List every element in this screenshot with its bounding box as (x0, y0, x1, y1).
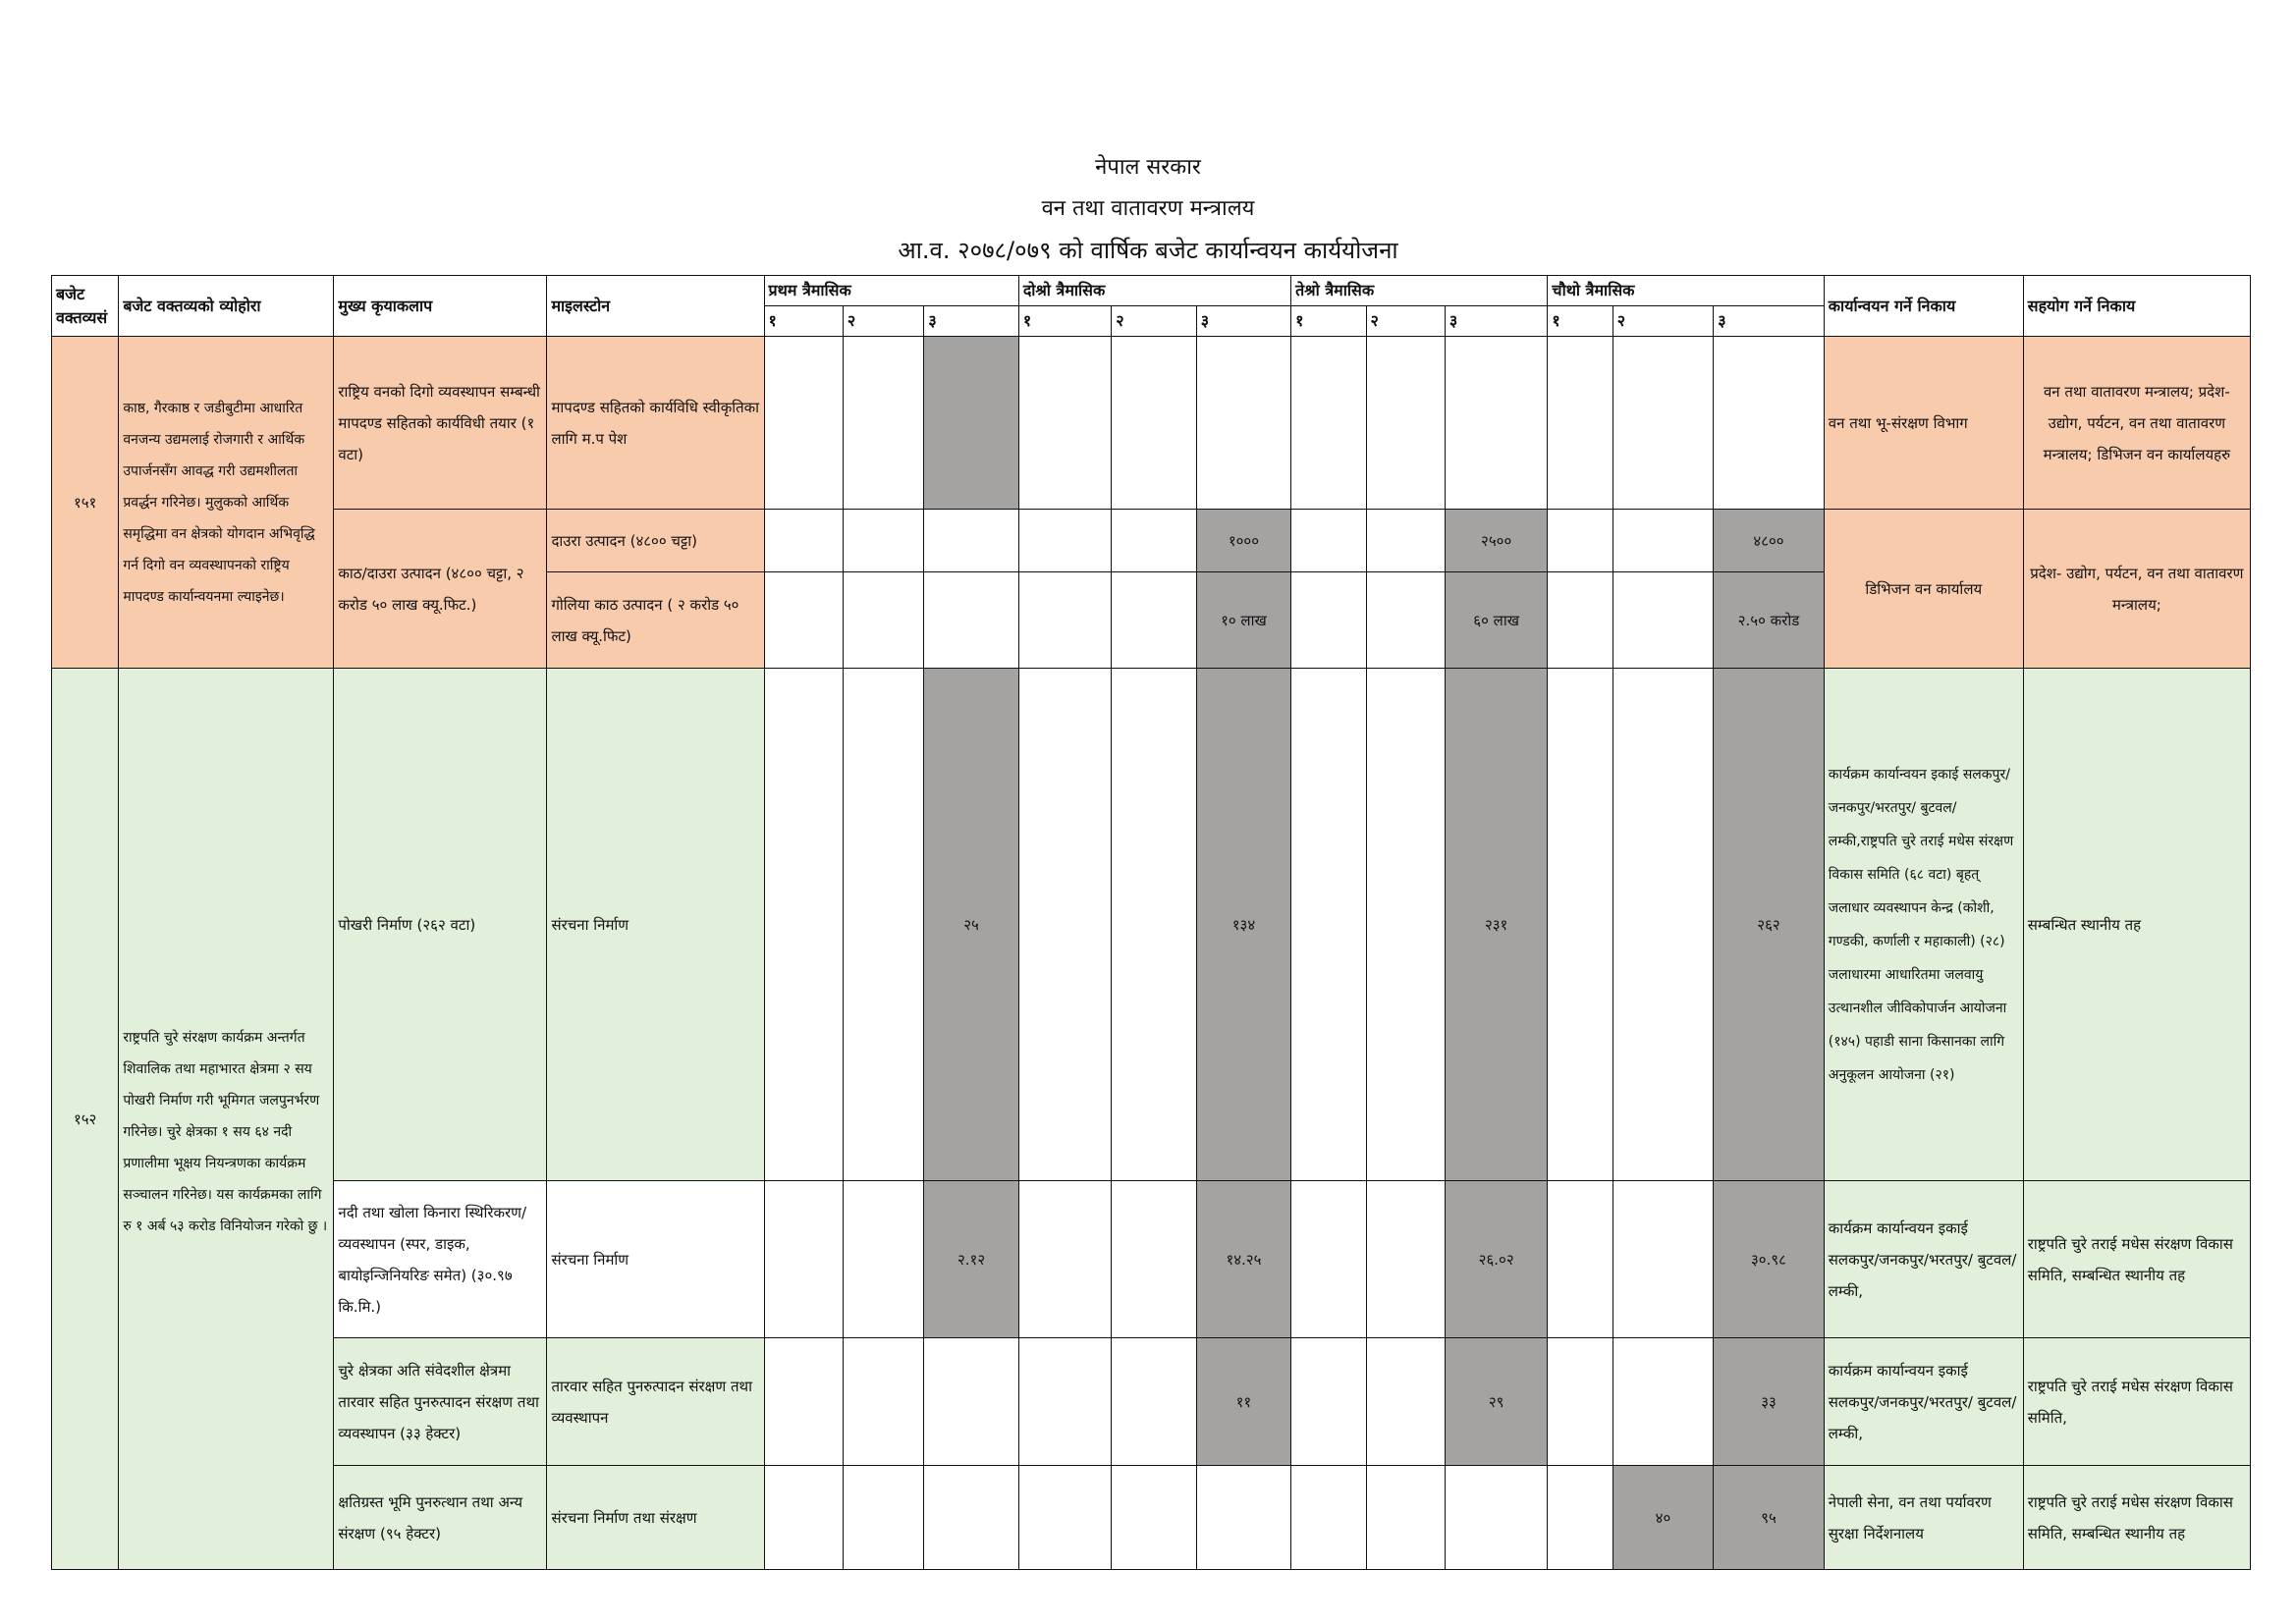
month-cell (843, 510, 923, 572)
month-cell (1714, 337, 1825, 510)
month-cell (1018, 1338, 1111, 1466)
activity-cell: पोखरी निर्माण (२६२ वटा) (334, 669, 547, 1181)
month-cell (1112, 572, 1196, 669)
statement-cell (119, 669, 334, 1570)
activity-cell: क्षतिग्रस्त भूमि पुनरुत्थान तथा अन्य संरक्षण (९५ हेक्टर) (334, 1466, 547, 1570)
milestone-cell: तारवार सहित पुनरुत्पादन संरक्षण तथा व्यवस्थापन (547, 1338, 764, 1466)
month-cell (1196, 337, 1290, 510)
col-q3: तेश्रो त्रैमासिक (1291, 276, 1548, 306)
budget-no-cell: १५२ (52, 669, 119, 1570)
month-cell (843, 1181, 923, 1338)
document-title-block (0, 147, 2296, 271)
month-cell (1613, 669, 1714, 1181)
implementer-cell: कार्यक्रम कार्यान्वयन इकाई सलकपुर/जनकपुर/भरतपुर/ बुटवल/लम्की,राष्ट्रपति चुरे तराई मधेस संरक्षण विकास समिति (६८ वटा) बृहत् जलाधार व्यवस्थापन केन्द्र (कोशी, गण्डकी, कर्णाली र महाकाली) (२८) जलाधारमा आधारितमा जलवायु उत्थानशील जीविकोपार्जन आयोजना (१४५) पहाडी साना किसानका लागि अनुकूलन आयोजना (२१) (1824, 669, 2023, 1181)
col-supporter: सहयोग गर्ने निकाय (2023, 276, 2250, 337)
col-milestone: माइलस्टोन (547, 276, 764, 337)
milestone-cell: संरचना निर्माण तथा संरक्षण (547, 1466, 764, 1570)
q1-m3: ३ (924, 306, 1019, 337)
target-cell: २६२ (1714, 669, 1825, 1181)
budget-no-cell: १५१ (52, 337, 119, 669)
month-cell (1548, 1338, 1613, 1466)
q2-m1: १ (1018, 306, 1111, 337)
target-cell: २.१२ (924, 1181, 1019, 1338)
month-cell (1548, 1181, 1613, 1338)
month-cell (843, 572, 923, 669)
table-row (52, 510, 2251, 572)
month-cell (1366, 337, 1445, 510)
month-cell (1366, 1338, 1445, 1466)
month-cell (1366, 1181, 1445, 1338)
table-row (52, 1466, 2251, 1570)
target-cell: २६.०२ (1445, 1181, 1548, 1338)
target-cell: ११ (1196, 1338, 1290, 1466)
implementer-cell: डिभिजन वन कार्यालय (1824, 510, 2023, 669)
month-cell (1018, 1466, 1111, 1570)
statement-cell: काष्ठ, गैरकाष्ठ र जडीबुटीमा आधारित वनजन्य उद्यमलाई रोजगारी र आर्थिक उपार्जनसँग आवद्ध गरी उद्यमशीलता प्रवर्द्धन गरिनेछ। मुलुकको आर्थिक समृद्धिमा वन क्षेत्रको योगदान अभिवृद्धि गर्न दिगो वन व्यवस्थापनको राष्ट्रिय मापदण्ड कार्यान्वयनमा ल्याइनेछ। (119, 337, 334, 669)
month-cell (1018, 669, 1111, 1181)
col-budget-no: बजेट वक्तव्यसं (52, 276, 119, 337)
ministry-title: वन तथा वातावरण मन्त्रालय (1041, 196, 1255, 221)
activity-cell: नदी तथा खोला किनारा स्थिरिकरण/व्यवस्थापन (स्पर, डाइक, बायोइन्जिनियरिङ समेत) (३०.९७ कि.मि.) (334, 1181, 547, 1338)
target-cell: २९ (1445, 1338, 1548, 1466)
target-cell: १४.२५ (1196, 1181, 1290, 1338)
month-cell (843, 337, 923, 510)
month-cell (764, 1181, 843, 1338)
month-cell (1291, 1181, 1366, 1338)
month-cell (1291, 510, 1366, 572)
month-cell (1548, 337, 1613, 510)
month-cell (924, 510, 1019, 572)
target-cell: १००० (1196, 510, 1290, 572)
target-cell: २.५० करोड (1714, 572, 1825, 669)
target-cell: २५०० (1445, 510, 1548, 572)
milestone-cell: संरचना निर्माण (547, 1181, 764, 1338)
month-cell (764, 510, 843, 572)
month-cell (1291, 1338, 1366, 1466)
activity-cell: काठ/दाउरा उत्पादन (४८०० चट्टा, २ करोड ५० लाख क्यू.फिट.) (334, 510, 547, 669)
table-row (52, 1338, 2251, 1466)
budget-plan-table (51, 275, 2251, 1570)
implementer-cell: कार्यक्रम कार्यान्वयन इकाई सलकपुर/जनकपुर/भरतपुर/ बुटवल/लम्की, (1824, 1181, 2023, 1338)
implementer-cell: कार्यक्रम कार्यान्वयन इकाई सलकपुर/जनकपुर/भरतपुर/ बुटवल/लम्की, (1824, 1338, 2023, 1466)
month-cell-shaded (924, 337, 1019, 510)
government-title: नेपाल सरकार (1095, 155, 1201, 180)
target-cell: २३१ (1445, 669, 1548, 1181)
month-cell (1548, 669, 1613, 1181)
month-cell (1548, 1466, 1613, 1570)
month-cell (1112, 669, 1196, 1181)
month-cell (764, 1466, 843, 1570)
supporter-cell: राष्ट्रपति चुरे तराई मधेस संरक्षण विकास समिति, सम्बन्धित स्थानीय तह (2023, 1466, 2250, 1570)
supporter-cell: प्रदेश- उद्योग, पर्यटन, वन तथा वातावरण मन्त्रालय; (2023, 510, 2250, 669)
supporter-cell: वन तथा वातावरण मन्त्रालय; प्रदेश- उद्योग, पर्यटन, वन तथा वातावरण मन्त्रालय; डिभिजन वन कार्यालयहरु (2023, 337, 2250, 510)
activity-cell: राष्ट्रिय वनको दिगो व्यवस्थापन सम्बन्धी मापदण्ड सहितको कार्यविधी तयार (१ वटा) (334, 337, 547, 510)
q3-m2: २ (1366, 306, 1445, 337)
col-implementer: कार्यान्वयन गर्ने निकाय (1824, 276, 2023, 337)
month-cell (1291, 572, 1366, 669)
month-cell (1613, 337, 1714, 510)
month-cell (1112, 337, 1196, 510)
col-q2: दोश्रो त्रैमासिक (1018, 276, 1290, 306)
table-row (52, 1181, 2251, 1338)
month-cell (1445, 1466, 1548, 1570)
q4-m1: १ (1548, 306, 1613, 337)
month-cell (843, 1338, 923, 1466)
supporter-cell: सम्बन्धित स्थानीय तह (2023, 669, 2250, 1181)
target-cell: १३४ (1196, 669, 1290, 1181)
target-cell: १० लाख (1196, 572, 1290, 669)
month-cell (764, 572, 843, 669)
target-cell: ३०.९८ (1714, 1181, 1825, 1338)
table-row (52, 669, 2251, 1181)
implementer-cell: वन तथा भू-संरक्षण विभाग (1824, 337, 2023, 510)
q3-m3: ३ (1445, 306, 1548, 337)
month-cell (1018, 572, 1111, 669)
col-statement: बजेट वक्तव्यको व्योहोरा (119, 276, 334, 337)
milestone-cell: गोलिया काठ उत्पादन ( २ करोड ५० लाख क्यू.फिट) (547, 572, 764, 669)
month-cell (1196, 1466, 1290, 1570)
month-cell (1112, 1181, 1196, 1338)
milestone-cell: संरचना निर्माण (547, 669, 764, 1181)
q3-m1: १ (1291, 306, 1366, 337)
q4-m3: ३ (1714, 306, 1825, 337)
col-q4: चौथो त्रैमासिक (1548, 276, 1824, 306)
target-cell: ६० लाख (1445, 572, 1548, 669)
month-cell (924, 1466, 1019, 1570)
target-cell: ९५ (1714, 1466, 1825, 1570)
month-cell (1112, 1466, 1196, 1570)
month-cell (924, 572, 1019, 669)
month-cell (924, 1338, 1019, 1466)
col-activity: मुख्य कृयाकलाप (334, 276, 547, 337)
q2-m2: २ (1112, 306, 1196, 337)
month-cell (1366, 572, 1445, 669)
supporter-cell: राष्ट्रपति चुरे तराई मधेस संरक्षण विकास समिति, सम्बन्धित स्थानीय तह (2023, 1181, 2250, 1338)
month-cell (1366, 510, 1445, 572)
month-cell (1018, 337, 1111, 510)
month-cell (1548, 510, 1613, 572)
month-cell (1366, 669, 1445, 1181)
month-cell (764, 1338, 843, 1466)
month-cell (1445, 337, 1548, 510)
month-cell (1291, 337, 1366, 510)
milestone-cell: मापदण्ड सहितको कार्यविधि स्वीकृतिका लागि म.प पेश (547, 337, 764, 510)
month-cell (1291, 669, 1366, 1181)
statement-text: राष्ट्रपति चुरे संरक्षण कार्यक्रम अन्तर्गत शिवालिक तथा महाभारत क्षेत्रमा २ सय पोखरी निर्माण गरी भूमिगत जलपुनर्भरण गरिनेछ। चुरे क्षेत्रका १ सय ६४ नदी प्रणालीमा भूक्षय नियन्त्रणका कार्यक्रम सञ्चालन गरिनेछ। यस कार्यक्रमका लागि रु १ अर्ब ५३ करोड विनियोजन गरेको छु । (123, 1030, 328, 1234)
month-cell (1018, 510, 1111, 572)
month-cell (1112, 1338, 1196, 1466)
header-row (52, 276, 2251, 306)
month-cell (1613, 572, 1714, 669)
q4-m2: २ (1613, 306, 1714, 337)
table-row (52, 337, 2251, 510)
col-q1: प्रथम त्रैमासिक (764, 276, 1018, 306)
q1-m1: १ (764, 306, 843, 337)
month-cell (1366, 1466, 1445, 1570)
implementer-cell: नेपाली सेना, वन तथा पर्यावरण सुरक्षा निर्देशनालय (1824, 1466, 2023, 1570)
month-cell (1613, 1181, 1714, 1338)
month-cell (1613, 1338, 1714, 1466)
plan-title: आ.व. २०७८/०७९ को वार्षिक बजेट कार्यान्वयन कार्ययोजना (898, 237, 1398, 264)
month-cell (1291, 1466, 1366, 1570)
month-cell (1018, 1181, 1111, 1338)
q2-m3: ३ (1196, 306, 1290, 337)
milestone-cell: दाउरा उत्पादन (४८०० चट्टा) (547, 510, 764, 572)
month-cell (1112, 510, 1196, 572)
month-cell (843, 1466, 923, 1570)
q1-m2: २ (843, 306, 923, 337)
supporter-cell: राष्ट्रपति चुरे तराई मधेस संरक्षण विकास समिति, (2023, 1338, 2250, 1466)
target-cell: ४० (1613, 1466, 1714, 1570)
month-cell (1548, 572, 1613, 669)
activity-cell: चुरे क्षेत्रका अति संवेदशील क्षेत्रमा तारवार सहित पुनरुत्पादन संरक्षण तथा व्यवस्थापन (३३ हेक्टर) (334, 1338, 547, 1466)
target-cell: ४८०० (1714, 510, 1825, 572)
month-cell (1613, 510, 1714, 572)
month-cell (764, 669, 843, 1181)
month-cell (843, 669, 923, 1181)
target-cell: २५ (924, 669, 1019, 1181)
target-cell: ३३ (1714, 1338, 1825, 1466)
month-cell (764, 337, 843, 510)
